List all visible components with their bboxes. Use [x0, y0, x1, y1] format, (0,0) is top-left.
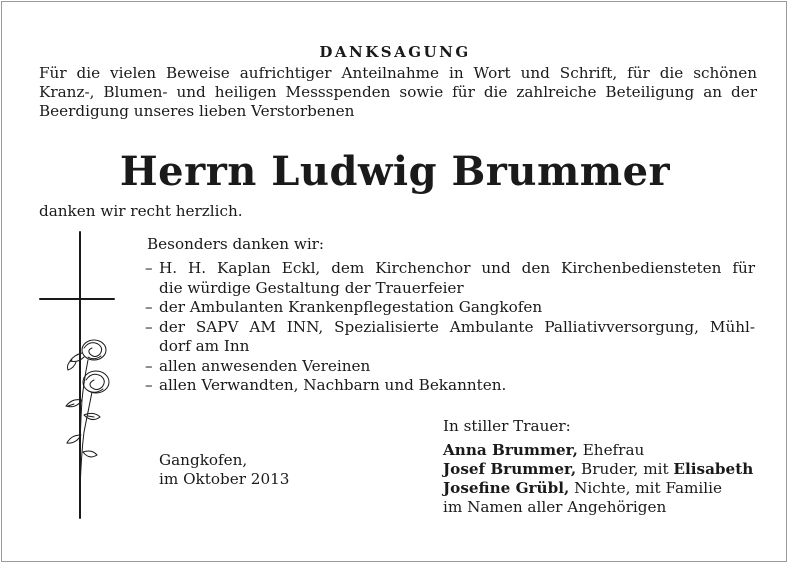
mourner-line [443, 460, 753, 479]
list-item [145, 298, 755, 318]
special-thanks-list [145, 259, 755, 396]
notice-heading: DANKSAGUNG [319, 43, 471, 61]
intro-line: Kranz-, Blumen- und heiligen Messspenden sowie für die zahlreiche Beteiligung an der [39, 83, 757, 101]
list-item-line: dorf am Inn [159, 337, 250, 355]
thanks-line: danken wir recht herzlich. [39, 202, 243, 220]
mourners-block [443, 417, 753, 517]
intro-line: Beerdigung unseres lieben Verstorbenen [39, 102, 355, 120]
place: Gangkofen, [159, 451, 248, 469]
mourner-relation: Ehefrau [577, 441, 645, 459]
list-item-line: – der Ambulanten Krankenpflegestation Gangkofen [159, 298, 543, 316]
mourner-name: Anna Brummer, [443, 441, 578, 459]
list-item [145, 318, 755, 357]
list-item-line: – allen Verwandten, Nachbarn und Bekannten. [159, 376, 507, 394]
list-item [145, 357, 755, 377]
list-item-line: – allen anwesenden Vereinen [159, 356, 371, 375]
mourner-line [443, 441, 753, 460]
list-item [145, 376, 755, 396]
place-date [159, 451, 289, 489]
list-item [145, 259, 755, 298]
special-thanks-title: Besonders danken wir: [147, 235, 325, 253]
intro-line: Für die vielen Beweise aufrichtiger Anteilnahme in Wort und Schrift, für die schönen [39, 64, 757, 82]
mourner-relation: im Namen aller Angehörigen [443, 498, 667, 516]
cross-with-roses-icon [38, 230, 128, 520]
list-item-line: – der SAPV AM INN, Spezialisierte Ambulante Palliativversorgung, Mühl- [159, 317, 755, 336]
mourner-relation: Bruder, mit [576, 460, 674, 478]
list-item-line: die würdige Gestaltung der Trauerfeier [159, 278, 464, 297]
mourner-name: Josef Brummer, [443, 460, 577, 478]
date: im Oktober 2013 [159, 470, 290, 488]
mourner-line [443, 498, 753, 517]
intro-text [39, 64, 757, 121]
mourner-relation: Nichte, mit Familie [569, 479, 722, 497]
mourning-title: In stiller Trauer: [443, 417, 571, 435]
mourner-line [443, 479, 753, 498]
mourner-name: Elisabeth [673, 460, 754, 478]
deceased-name: Herrn Ludwig Brummer [119, 148, 671, 195]
mourner-name: Josefine Grübl, [443, 479, 570, 497]
list-item-line: – H. H. Kaplan Eckl, dem Kirchenchor und den Kirchenbediensteten für [159, 259, 755, 277]
